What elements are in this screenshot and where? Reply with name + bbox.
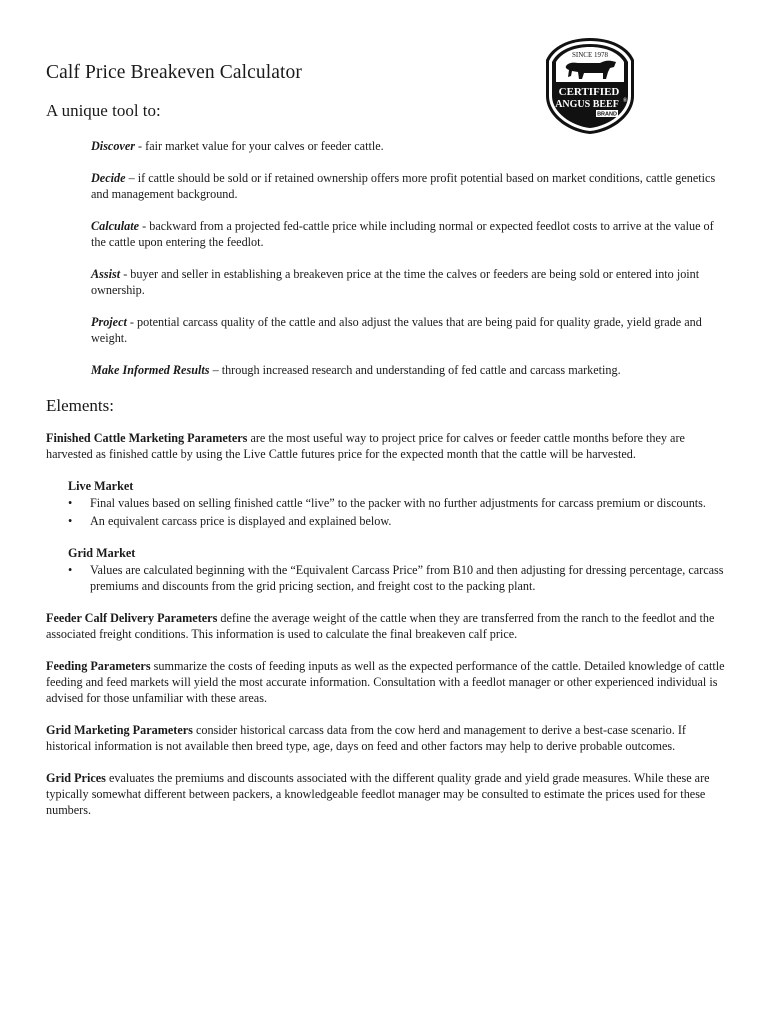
list-item: • Final values based on selling finished cattle “live” to the packer with no further adjustments for carcass premium or discounts. xyxy=(68,496,706,510)
grid-market-heading: Grid Market xyxy=(68,546,136,560)
grid-market-section xyxy=(68,545,728,594)
grid-marketing-paragraph: Grid Marketing Parameters consider historical carcass data from the cow herd and management to derive a best-case scenario. If historical information is not available then breed type, age, days on feed and other factors may help to derive probable outcomes. xyxy=(46,723,686,753)
list-item: • An equivalent carcass price is displayed and explained below. xyxy=(68,514,392,528)
tool-item: Discover - fair market value for your calves or feeder cattle. xyxy=(91,139,384,153)
live-market-section xyxy=(68,478,728,529)
tool-item: Make Informed Results – through increased research and understanding of fed cattle and carcass marketing. xyxy=(91,363,621,377)
subtitle: A unique tool to: xyxy=(46,101,161,120)
list-item: • Values are calculated beginning with the “Equivalent Carcass Price” from B10 and then adjusting for dressing percentage, carcass premiums and discounts from the grid pricing section, and freight cost to the packing plant. xyxy=(68,563,724,593)
svg-text:CERTIFIED: CERTIFIED xyxy=(558,86,620,98)
live-market-bullets xyxy=(68,495,728,529)
tool-list xyxy=(91,138,723,394)
tool-item: Decide – if cattle should be sold or if retained ownership offers more profit potential based on market conditions, cattle genetics and management background. xyxy=(91,171,716,201)
svg-text:BRAND: BRAND xyxy=(597,111,617,118)
finished-cattle-paragraph: Finished Cattle Marketing Parameters are the most useful way to project price for calves or feeder cattle months before they are harvested as finished cattle by using the Live Cattle futures price for the expected month that the cattle will be harvested. xyxy=(46,431,685,461)
tool-item: Calculate - backward from a projected fed-cattle price while including normal or expected feedlot costs to arrive at the value of the cattle upon entering the feedlot. xyxy=(91,219,714,249)
tool-item: Project - potential carcass quality of the cattle and also adjust the values that are being paid for quality grade, yield grade and weight. xyxy=(91,315,702,345)
svg-text:SINCE 1978: SINCE 1978 xyxy=(572,51,608,59)
grid-market-bullets xyxy=(68,562,728,594)
live-market-heading: Live Market xyxy=(68,479,134,493)
page-title: Calf Price Breakeven Calculator xyxy=(46,62,302,83)
tool-item: Assist - buyer and seller in establishing a breakeven price at the time the calves or feeders are being sold or entered into joint ownership. xyxy=(91,267,700,297)
logo-badge-icon xyxy=(540,36,640,136)
elements-section xyxy=(46,430,728,834)
feeder-calf-paragraph: Feeder Calf Delivery Parameters define the average weight of the cattle when they are transferred from the ranch to the feedlot and the associated freight conditions. This information is used to calculate the final breakeven calf price. xyxy=(46,611,715,641)
svg-text:®: ® xyxy=(622,98,628,104)
feeding-parameters-paragraph: Feeding Parameters summarize the costs of feeding inputs as well as the expected performance of the cattle. Detailed knowledge of cattle feeding and feed markets will yield the most accurate information. Consultation with a feedlot manager or other experienced individual is advised for those unfamiliar with these areas. xyxy=(46,659,725,705)
certified-angus-beef-logo xyxy=(540,36,640,136)
elements-heading: Elements: xyxy=(46,396,114,415)
svg-text:ANGUS BEEF: ANGUS BEEF xyxy=(555,99,619,110)
grid-prices-paragraph: Grid Prices evaluates the premiums and discounts associated with the different quality grade and yield grade measures. While these are typically somewhat different between packers, a knowledgeable feedlot manager may be consulted to estimate the prices used for these numbers. xyxy=(46,771,710,817)
